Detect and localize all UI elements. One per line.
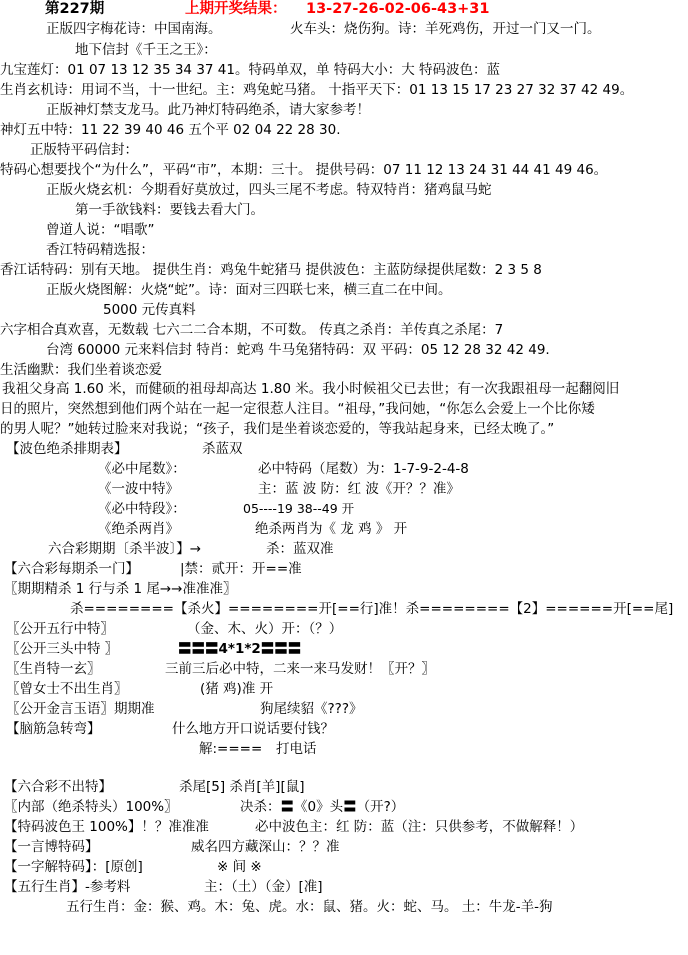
zeng-taoist-said: 曾道人说：“唱歌” (46, 222, 155, 238)
one-char-explain-label: 【一字解特码】：[原创] (4, 859, 143, 875)
fire-mystery: 正版火烧玄机：今期看好莫放过，四头三尾不考虑。特双特肖：猪鸡鼠马蛇 (46, 182, 492, 198)
ms-zeng-label: 〖曾女士不出生肖〗 (6, 681, 128, 697)
one-word-bet-label: 【一言博特码】 (4, 839, 99, 855)
wave-king-value: 必中波色主：红 防：蓝（注：只供参考，不做解释！） (255, 819, 584, 835)
last-result-label: 上期开奖结果： (185, 1, 287, 17)
zodiac-mystery-label: 〖生肖特一玄〗 (6, 661, 101, 677)
fax-material-title: 5000 元传真料 (103, 302, 196, 318)
kill-half-wave-label: 六合彩期期〔杀半波〕】→ (48, 541, 202, 557)
internal-kill-head-value: 决杀：〓《0》头〓（开?） (240, 799, 405, 815)
taiwan-envelope: 台湾 60000 元来料信封 特肖：蛇鸡 牛马兔猪特码：双 平码：05 12 28 32 42 49. (46, 342, 550, 358)
brain-teaser-label: 【脑筋急转弯】 (6, 721, 101, 737)
internal-kill-head-label: 〖内部（绝杀特头）100%〗 (4, 799, 178, 815)
six-word-harmony: 六字相合真欢喜，无数载 七六二二合本期，不可数。 传真之杀肖：羊传真之杀尾：7 (0, 322, 504, 338)
five-elements-zodiac-main: 主：（土）（金）[准] (204, 879, 323, 895)
underground-envelope: 地下信封《千王之王》： (75, 42, 217, 58)
must-tail-label: 《必中尾数》： (98, 461, 186, 477)
zodiac-mystery-value: 三前三后必中特，二来一来马发财！〖开？〗 (165, 661, 435, 677)
public-five-elements-value: （金、木、火）开：（？） (187, 621, 343, 637)
kill-one-door-value: |禁：贰开：开==准 (180, 561, 302, 577)
humor-paragraph-line-1: 我祖父身高 1.60 米，而健硕的祖母却高达 1.80 米。我小时候祖父已去世；有一次我跟祖母一起翻阅旧 (2, 381, 620, 397)
life-humor-title: 生活幽默：我们坐着谈恋爱 (0, 362, 162, 378)
issue-number: 第227期 (45, 1, 105, 17)
five-elements-zodiac-label: 【五行生肖】-参考料 (4, 879, 131, 895)
hongkong-selection-title: 香江特码精选报： (46, 242, 154, 258)
kill-half-wave-value: 杀：蓝双准 (266, 541, 334, 557)
last-result-numbers: 13-27-26-02-06-43+31 (306, 1, 490, 17)
wave-color-table-title: 【波色绝杀排期表】 (6, 441, 128, 457)
hongkong-special-code: 香江话特码：别有天地。 提供生肖：鸡兔牛蛇猪马 提供波色：主蓝防绿提供尾数：2 3 5 8 (0, 262, 542, 278)
nine-treasure-lamp: 九宝莲灯：01 07 13 12 35 34 37 41。特码单双，单 特码大小：大 特码波色：蓝 (0, 62, 501, 78)
kill-fire-row: 杀========【杀火】========开[==行]准！杀========【2】======开[==尾] (70, 601, 674, 617)
ms-zeng-value: (猪 鸡)准 开 (200, 681, 274, 697)
golden-words-label: 〖公开金言玉语〗期期准 (6, 701, 155, 717)
brain-teaser-question: 什么地方开口说话要付钱？ (172, 721, 334, 737)
one-wave-value: 主：蓝 波 防：红 波《开？？准》 (258, 481, 460, 497)
wave-color-kill: 杀蓝双 (202, 441, 243, 457)
first-hand-material: 第一手欲钱料：要钱去看大门。 (75, 202, 264, 218)
train-head-poem: 火车头：烧伤狗。诗：羊死鸡伤，开过一门又一门。 (290, 21, 601, 37)
kill-two-zodiac-label: 《绝杀两肖》 (98, 521, 179, 537)
five-elements-zodiac-list: 五行生肖：金：猴、鸡。木：兔、虎。水：鼠、猪。火：蛇、马。 土：牛龙-羊-狗 (66, 899, 553, 915)
humor-paragraph-line-2: 日的照片，突然想到他们两个站在一起一定很惹人注目。“祖母，”我问她，“你怎么会爱上一个比你矮 (0, 401, 595, 417)
public-three-heads-label: 〖公开三头中特 〗 (6, 641, 119, 657)
public-five-elements-label: 〖公开五行中特〗 (6, 621, 114, 637)
kill-one-door-label: 【六合彩每期杀一门】 (4, 561, 139, 577)
no-special-label: 【六合彩不出特】 (4, 779, 112, 795)
kill-row-tail-title: 〖期期精杀 1 行与杀 1 尾→→准准准〗 (4, 581, 237, 597)
special-code-heart: 特码心想要找个“为什么”，平码“市”，本期：三十。 提供号码：07 11 12 13 24 31 44 41 49 46。 (0, 162, 608, 178)
one-char-explain-value: ※ 间 ※ (217, 859, 262, 875)
one-word-bet-value: 威名四方藏深山：？？准 (191, 839, 340, 855)
kill-two-zodiac-value: 绝杀两肖为《 龙 鸡 》 开 (255, 521, 408, 537)
brain-teaser-answer-label: 解:==== (199, 741, 263, 757)
no-special-value: 杀尾[5] 杀肖[羊][鼠] (179, 779, 305, 795)
must-segment-value: 05----19 38--49 开 (243, 501, 355, 516)
fire-picture-explain: 正版火烧图解：火烧“蛇”。诗：面对三四联七来，横三直二在中间。 (46, 282, 452, 298)
wave-king-label: 【特码波色王 100%】！？准准准 (4, 819, 209, 835)
genuine-lamp-note: 正版神灯禁支龙马。此乃神灯特码绝杀，请大家参考！ (46, 102, 370, 118)
public-three-heads-value: 〓〓〓4*1*2〓〓〓 (178, 641, 302, 657)
special-envelope-title: 正版特平码信封： (30, 142, 138, 158)
lamp-five-special: 神灯五中特：11 22 39 40 46 五个平 02 04 22 28 30. (0, 122, 341, 138)
one-wave-label: 《一波中特》 (98, 481, 179, 497)
must-segment-label: 《必中特段》： (98, 501, 186, 517)
zodiac-mystery-poem: 生肖玄机诗：用词不当，十一世纪。主：鸡兔蛇马猪。 十指平天下：01 13 15 17 23 27 32 37 42 49。 (0, 82, 634, 98)
golden-words-value: 狗尾续貂《???》 (260, 701, 363, 717)
must-tail-value: 必中特码（尾数）为：1-7-9-2-4-8 (258, 461, 469, 477)
plum-poem: 正版四字梅花诗：中国南海。 (46, 21, 222, 37)
humor-paragraph-line-3: 的男人呢？”她转过脸来对我说；“孩子，我们是坐着谈恋爱的，等我站起身来，已经太晚了。” (0, 421, 555, 437)
brain-teaser-answer: 打电话 (276, 741, 317, 757)
